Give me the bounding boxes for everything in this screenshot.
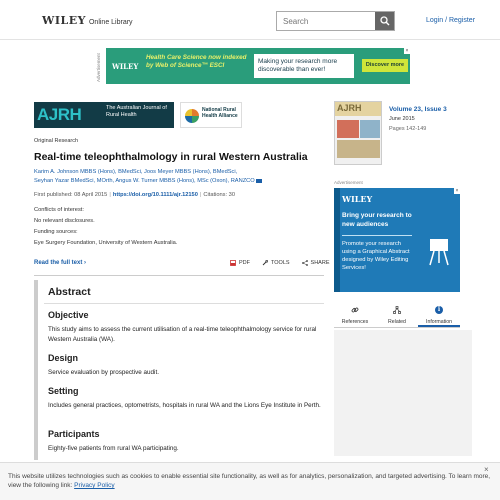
info-icon: i	[435, 306, 443, 314]
ad-brand: WILEY	[112, 62, 139, 71]
search-icon	[380, 16, 390, 26]
first-published: First published: 08 April 2015	[34, 192, 108, 198]
tab-related-label: Related	[388, 319, 406, 325]
abstract-text-objective: This study aims to assess the current utilisation of a real-time teleophthalmology service for rural Western Australia (WA).	[48, 326, 317, 343]
issue-date: June 2015	[389, 116, 415, 122]
logo-brand: WILEY	[42, 14, 86, 27]
citations-count[interactable]: Citations: 30	[203, 192, 235, 198]
issue-volume-link[interactable]: Volume 23, Issue 3	[389, 106, 447, 113]
cookie-text: This website utilizes technologies such as cookies to enable essential site functionality, as well as for analytics, personalization, and targeted advertising. To learn more, view the following link:	[8, 473, 491, 489]
partner-logo[interactable]	[180, 102, 242, 128]
abstract-section	[34, 280, 324, 460]
advertisement-label: Advertisement	[96, 53, 101, 83]
pdf-icon	[230, 260, 236, 266]
conflicts-label: Conflicts of interest:	[34, 207, 84, 213]
abstract-title: Abstract	[48, 286, 91, 298]
journal-full-name: The Australian Journal of Rural Health	[106, 105, 167, 118]
abstract-text-setting: Includes general practices, optometrists, hospitals in rural WA and the Lions Eye Institute in Perth.	[48, 402, 321, 409]
article-info	[34, 205, 177, 249]
author-line-1[interactable]: Karim A. Johnson MBBS (Hons), BMedSci, Joos Meyer MBBS (Hons), BMedSci,	[34, 169, 238, 175]
publication-meta: First published: 08 April 2015 | https://doi.org/10.1111/ajr.12150 | Citations: 30	[34, 192, 235, 198]
cookie-message	[8, 472, 492, 490]
partner-name: National Rural Health Alliance	[202, 107, 238, 119]
network-icon	[393, 306, 401, 314]
share-label: SHARE	[310, 260, 330, 266]
article-title: Real-time teleophthalmology in rural Western Australia	[34, 151, 308, 163]
partner-emblem-icon	[185, 109, 199, 123]
author-list	[34, 168, 324, 186]
search-box	[276, 11, 395, 31]
side-tabs	[334, 300, 460, 328]
top-advertisement[interactable]	[106, 48, 410, 84]
doi-link[interactable]: https://doi.org/10.1111/ajr.12150	[112, 192, 198, 198]
pdf-label: PDF	[239, 260, 250, 266]
article-type: Original Research	[34, 138, 79, 144]
share-icon	[302, 260, 308, 266]
ad-discover-button[interactable]: Discover more	[362, 59, 408, 72]
pdf-button[interactable]	[230, 260, 250, 266]
abstract-heading-objective: Objective	[48, 310, 89, 320]
issue-pages: Pages 142-149	[389, 126, 427, 132]
journal-logo[interactable]	[34, 102, 174, 128]
ad-message: Making your research more discoverable than ever!	[254, 54, 354, 78]
side-ad-headline: Bring your research to new audiences	[342, 212, 412, 228]
information-panel	[334, 330, 472, 456]
disclosures-text: No relevant disclosures.	[34, 218, 95, 224]
privacy-policy-link[interactable]: Privacy Policy	[74, 482, 115, 489]
read-full-text-link[interactable]	[34, 260, 86, 266]
abstract-heading-setting: Setting	[48, 386, 79, 396]
author-line-2-text: Seyhan Yazar BMedSci, MOrth, Angus W. Turner MBBS (Hons), MSc (Oxon), RANZCO	[34, 178, 255, 184]
cookie-banner	[0, 462, 500, 500]
easel-icon	[426, 236, 452, 266]
abstract-text-design: Service evaluation by prospective audit.	[48, 369, 159, 376]
chevron-right-icon: ›	[84, 260, 87, 266]
tab-references[interactable]	[334, 300, 376, 327]
side-ad-label: Advertisement	[334, 180, 363, 185]
ad-headline: Health Care Science now indexed by Web of Science™ ESCI	[146, 54, 247, 69]
tab-related[interactable]	[376, 300, 418, 327]
journal-cover-image[interactable]	[334, 101, 382, 165]
author-line-2[interactable]	[34, 177, 324, 186]
logo-suffix: Online Library	[88, 19, 133, 26]
side-ad-close-icon[interactable]: ×	[455, 188, 459, 194]
abstract-divider	[44, 303, 324, 304]
abstract-heading-design: Design	[48, 353, 79, 363]
journal-abbr: AJRH	[37, 105, 82, 124]
wrench-icon	[262, 260, 268, 266]
article-tools	[230, 260, 330, 266]
abstract-text-participants: Eighty-five patients from rural WA participating.	[48, 445, 179, 452]
cover-abbr: AJRH	[337, 103, 362, 113]
ad-close-icon[interactable]: ×	[405, 48, 409, 54]
search-input[interactable]	[277, 12, 375, 30]
funding-label: Funding sources:	[34, 229, 78, 235]
side-ad-body: Promote your research using a Graphical Abstract designed by Wiley Editing Services!	[342, 241, 410, 271]
login-register-link[interactable]: Login / Register	[426, 17, 476, 24]
tools-button[interactable]	[262, 260, 290, 266]
tab-information[interactable]	[418, 300, 460, 327]
share-button[interactable]	[302, 260, 330, 266]
cookie-close-icon[interactable]: ×	[484, 465, 489, 474]
link-icon	[351, 306, 359, 314]
side-ad-brand: WILEY	[342, 194, 373, 204]
tools-label: TOOLS	[271, 260, 290, 266]
wiley-logo[interactable]	[42, 14, 133, 27]
top-header	[0, 0, 500, 40]
divider	[34, 275, 324, 276]
read-full-text-label: Read the full text	[34, 260, 83, 266]
funding-text: Eye Surgery Foundation, University of Western Australia.	[34, 240, 178, 246]
side-advertisement[interactable]	[334, 188, 460, 292]
abstract-heading-participants: Participants	[48, 429, 100, 439]
email-icon[interactable]	[256, 179, 262, 183]
tab-information-label: Information	[426, 319, 452, 325]
search-button[interactable]	[375, 12, 394, 30]
tab-references-label: References	[341, 319, 369, 325]
